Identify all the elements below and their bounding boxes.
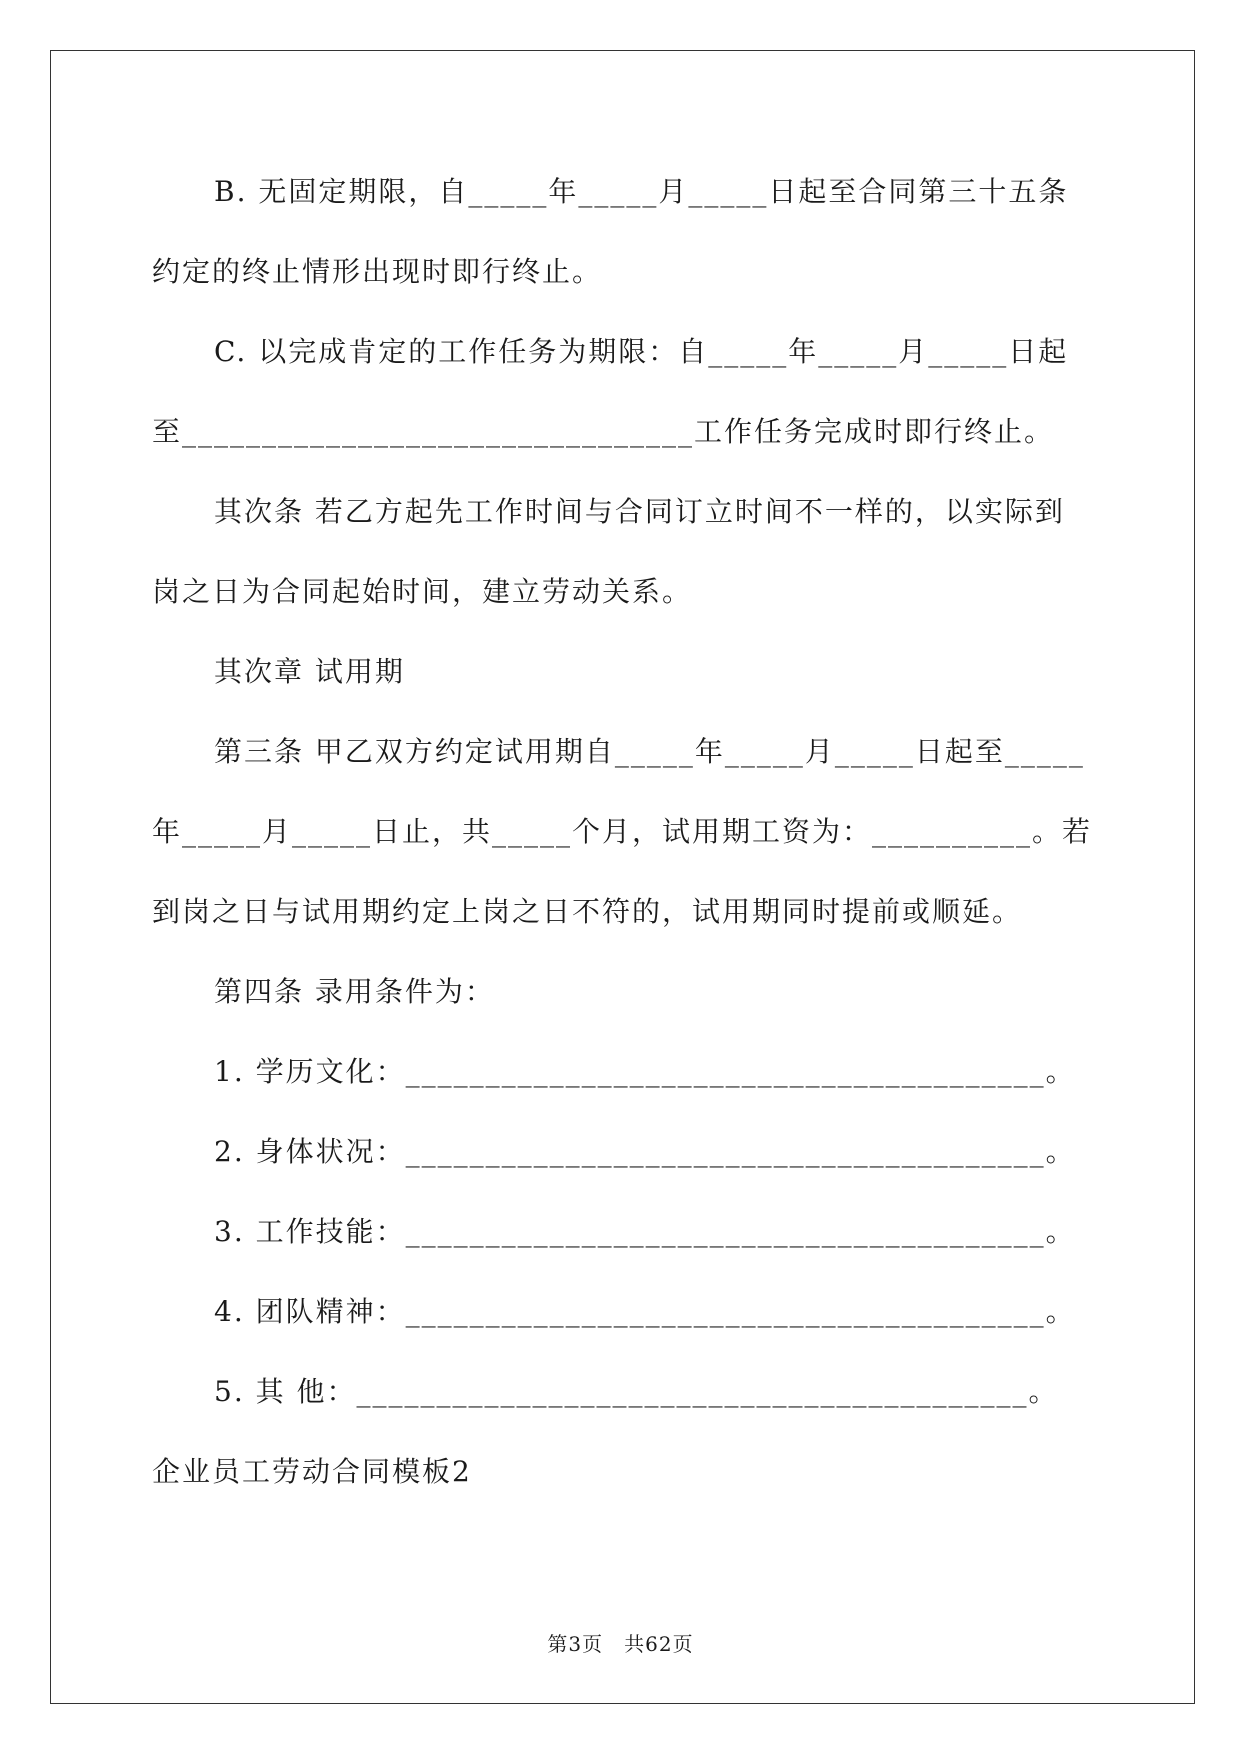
chapter-heading: 其次章 试用期	[214, 655, 405, 688]
text-line-article-3-cont: 年_____月_____日止，共_____个月，试用期工资为：__________。若	[152, 815, 1093, 848]
text-line-b-cont: 约定的终止情形出现时即行终止。	[152, 255, 603, 288]
list-item-health: 2. 身体状况：________________________________________。	[214, 1135, 1076, 1168]
text-line-b: B. 无固定期限，自_____年_____月_____日起至合同第三十五条	[214, 175, 1069, 208]
list-item-skills: 3. 工作技能：________________________________________。	[214, 1215, 1076, 1248]
section-title: 企业员工劳动合同模板2	[152, 1455, 472, 1488]
list-item-other: 5. 其 他：__________________________________________。	[214, 1375, 1059, 1408]
text-line-article-4: 第四条 录用条件为：	[214, 975, 495, 1008]
page-number: 第3页 共62页	[547, 1632, 694, 1656]
text-line-article-3-cont2: 到岗之日与试用期约定上岗之日不符的，试用期同时提前或顺延。	[152, 895, 1023, 928]
list-item-team-spirit: 4. 团队精神：________________________________________。	[214, 1295, 1076, 1328]
text-line-c-cont: 至________________________________工作任务完成时即行终止。	[152, 415, 1055, 448]
text-line-article-2-cont: 岗之日为合同起始时间，建立劳动关系。	[152, 575, 693, 608]
list-item-education: 1. 学历文化：________________________________________。	[214, 1055, 1076, 1088]
text-line-article-2: 其次条 若乙方起先工作时间与合同订立时间不一样的，以实际到	[214, 495, 1065, 528]
text-line-c: C. 以完成肯定的工作任务为期限：自_____年_____月_____日起	[214, 335, 1069, 368]
text-line-article-3: 第三条 甲乙双方约定试用期自_____年_____月_____日起至_____	[214, 735, 1085, 768]
